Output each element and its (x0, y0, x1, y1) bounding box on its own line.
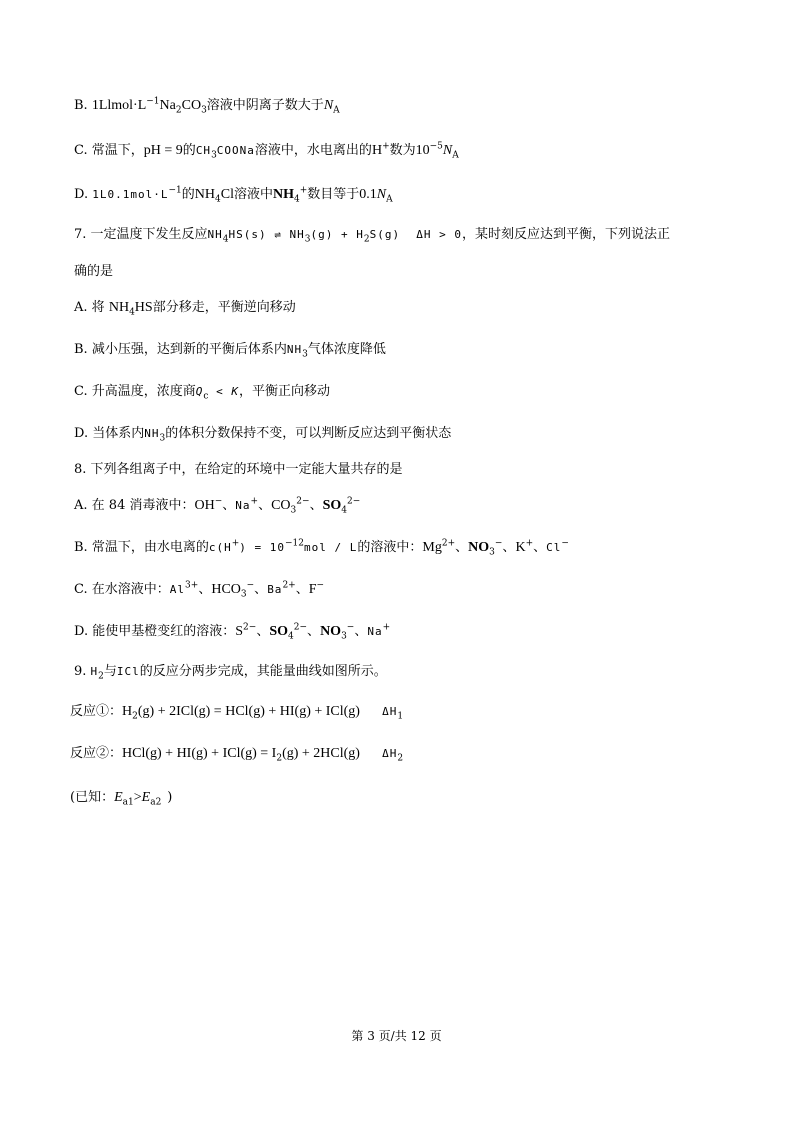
formula-text: (g) + 2HCl(g) (282, 746, 360, 761)
question-text: 9. (74, 664, 87, 679)
formula-text: Mg (422, 540, 442, 555)
q7-option-d (74, 424, 451, 444)
superscript: + (299, 185, 308, 196)
separator: 、 (198, 582, 212, 597)
formula-text: SO (269, 624, 289, 639)
superscript: + (382, 622, 391, 633)
subscript: 2 (276, 753, 283, 764)
reaction-label: 反应①： (70, 704, 123, 719)
superscript: − (214, 496, 223, 507)
formula-text: Cl (546, 541, 562, 554)
superscript: −5 (429, 141, 443, 152)
reaction-1 (70, 702, 403, 722)
formula-text: N (376, 187, 387, 202)
option-label: B. (74, 98, 88, 113)
formula-text: CO (271, 498, 291, 513)
question-text: 与 (103, 664, 117, 679)
subscript: 4 (222, 234, 229, 245)
question-text: 的反应分两步完成，其能量曲线如图所示。 (139, 664, 387, 679)
option-text: 在水溶液中： (91, 582, 170, 597)
separator: 、 (256, 624, 270, 639)
formula-text: HCO (211, 582, 241, 597)
separator: 、 (295, 582, 309, 597)
subscript: 3 (489, 547, 495, 558)
option-label: D. (74, 426, 89, 441)
option-label: B. (74, 540, 88, 555)
option-label: A. (74, 498, 88, 513)
formula-text: ΔH (382, 705, 398, 718)
formula-text: ) = 10 (239, 541, 286, 554)
q7-option-b (74, 340, 386, 360)
superscript: + (525, 538, 534, 549)
q8-option-d (74, 622, 390, 642)
subscript: 2 (397, 753, 404, 764)
option-text: 的体积分数保持不变，可以判断反应达到平衡状态 (165, 426, 452, 441)
option-text: 当体系内 (92, 426, 145, 441)
option-text: 能使甲基橙变红的溶液： (92, 624, 236, 639)
formula-text: 1L0.1mol·L (92, 188, 169, 201)
option-text: 溶液中 (233, 187, 273, 202)
subscript: 2 (363, 234, 370, 245)
q7-stem-cont (74, 262, 113, 282)
superscript: 2− (243, 622, 257, 633)
formula-text: H (122, 704, 133, 719)
superscript: −1 (168, 185, 182, 196)
formula-text: NH (272, 187, 294, 202)
formula-text: c (208, 541, 217, 554)
formula-text: mol / L (304, 541, 358, 554)
q7-stem (74, 225, 670, 245)
option-text: 常温下， (91, 143, 144, 158)
formula-text: Na (235, 499, 251, 512)
q8-option-b (74, 538, 569, 558)
subscript: c (203, 391, 209, 402)
superscript: 2− (296, 496, 310, 507)
formula-text: (H (216, 541, 232, 554)
superscript: + (250, 496, 259, 507)
question-text: 8. 下列各组离子中，在给定的环境中一定能大量共存的是 (74, 462, 403, 477)
superscript: 2+ (441, 538, 456, 549)
known-condition (70, 788, 172, 808)
formula-text: E (141, 790, 151, 805)
option-label: D. (74, 624, 89, 639)
subscript: 4 (215, 194, 221, 205)
formula-text: H (90, 665, 99, 678)
option-text: ，平衡正向移动 (238, 384, 330, 399)
formula-text: E (114, 790, 123, 805)
option-text: 气体浓度降低 (307, 342, 386, 357)
formula-text: Cl (220, 187, 234, 202)
formula-text: NH (194, 187, 215, 202)
formula-text: Na (367, 625, 383, 638)
formula-text: 0.1 (359, 187, 377, 202)
superscript: 2− (347, 496, 361, 507)
superscript: − (494, 538, 503, 549)
subscript: a2 (150, 797, 162, 808)
subscript: A (452, 150, 459, 161)
q6-option-b (74, 96, 340, 116)
option-label: D. (74, 187, 89, 202)
subscript: A (386, 194, 393, 205)
subscript: 2 (98, 671, 104, 682)
separator: 、 (309, 498, 323, 513)
formula-text: NO (468, 540, 490, 555)
formula-text: Na (159, 98, 176, 113)
superscript: + (382, 141, 390, 152)
superscript: 2− (293, 622, 308, 633)
q9-stem (74, 662, 387, 682)
subscript: 2 (132, 711, 138, 722)
formula-text: N (323, 98, 334, 113)
reaction-2 (70, 744, 403, 764)
separator: 、 (258, 498, 272, 513)
option-text: 数为 (389, 143, 416, 158)
option-text: 溶液中阴离子数大于 (206, 98, 324, 113)
subscript: 4 (341, 505, 347, 516)
formula-text: NH (144, 427, 160, 440)
formula-text: HCl(g) + HI(g) + ICl(g) = I (122, 746, 277, 761)
q8-stem (74, 460, 403, 480)
formula-text: (g) + 2ICl(g) = HCl(g) + HI(g) + ICl(g) (137, 704, 360, 719)
subscript: 3 (304, 234, 311, 245)
separator: 、 (455, 540, 469, 555)
formula-text: S (235, 624, 244, 639)
subscript: 1 (397, 711, 404, 722)
option-label: B. (74, 342, 88, 357)
superscript: 3+ (185, 580, 199, 591)
subscript: 3 (201, 105, 207, 116)
option-text: 在 84 消毒液中： (91, 498, 195, 513)
formula-text: S(g) (369, 228, 401, 241)
subscript: 3 (159, 433, 166, 444)
q7-option-c (74, 382, 330, 402)
question-text: ，某时刻反应达到平衡，下列说法正 (461, 227, 670, 242)
subscript: 3 (290, 505, 297, 516)
formula-text: Ba (267, 583, 283, 596)
formula-text: NH (207, 228, 223, 241)
subscript: 3 (211, 150, 217, 161)
option-text: 溶液中，水电离出的 (254, 143, 372, 158)
formula-text: HS(s) ⇌ NH (228, 228, 305, 241)
superscript: − (316, 580, 325, 591)
q8-option-c (74, 580, 324, 600)
subscript: 2 (175, 105, 182, 116)
formula-text: (g) + H (310, 228, 364, 241)
formula-text: H (371, 143, 383, 158)
formula-text: K (515, 540, 526, 555)
formula-text: NH (108, 300, 130, 315)
formula-text: COONa (216, 144, 255, 157)
question-text: 确的是 (74, 264, 114, 279)
option-label: C. (74, 384, 88, 399)
option-text: 数目等于 (307, 187, 360, 202)
superscript: − (561, 538, 569, 549)
separator: 、 (222, 498, 236, 513)
q7-option-a (74, 298, 296, 318)
option-label: C. (74, 582, 88, 597)
question-text: ) (167, 790, 173, 805)
option-text: 部分移走，平衡逆向移动 (152, 300, 296, 315)
option-text: 减小压强，达到新的平衡后体系内 (91, 342, 287, 357)
formula-text: HS (134, 300, 153, 315)
page-footer: 第 3 页/共 12 页 (351, 1029, 442, 1043)
formula-text: OH (194, 498, 215, 513)
subscript: 3 (302, 349, 308, 360)
option-text: 将 (91, 300, 105, 315)
reaction-label: 反应②： (70, 746, 123, 761)
formula-text: 10 (415, 143, 430, 158)
superscript: − (346, 622, 355, 633)
separator: 、 (502, 540, 516, 555)
formula-text: Q (195, 385, 204, 398)
q8-option-a (74, 496, 360, 516)
superscript: −12 (285, 538, 305, 549)
separator: 、 (533, 540, 547, 555)
formula-text: SO (322, 498, 342, 513)
option-text: 的 (182, 143, 196, 158)
formula-text: N (442, 143, 453, 158)
question-text: 7. 一定温度下发生反应 (74, 227, 208, 242)
formula-text: Al (169, 583, 186, 596)
formula-text: pH = 9 (143, 143, 183, 158)
subscript: 4 (288, 631, 294, 642)
question-text: (已知： (70, 790, 115, 805)
q6-option-d (74, 185, 393, 205)
q6-option-c (74, 141, 459, 161)
subscript: 3 (341, 631, 347, 642)
option-label: C. (74, 143, 88, 158)
subscript: a1 (122, 797, 134, 808)
formula-text: CO (181, 98, 202, 113)
formula-text: < K (208, 385, 239, 398)
superscript: 2+ (282, 580, 296, 591)
formula-text: ΔH (382, 747, 398, 760)
subscript: 3 (240, 589, 247, 600)
formula-text: NH (286, 343, 303, 356)
separator: 、 (354, 624, 368, 639)
formula-text: > (133, 790, 142, 805)
formula-text: ICl (116, 665, 140, 678)
subscript: 4 (293, 194, 300, 205)
formula-text: 1Llmol·L (91, 98, 147, 113)
option-text: 升高温度，浓度商 (91, 384, 196, 399)
option-text: 常温下，由水电离的 (91, 540, 209, 555)
option-text: 的 (181, 187, 195, 202)
superscript: + (231, 538, 240, 549)
superscript: − (246, 580, 255, 591)
subscript: 4 (129, 307, 135, 318)
superscript: −1 (146, 96, 160, 107)
formula-text: CH (195, 144, 212, 157)
option-label: A. (74, 300, 88, 315)
separator: 、 (307, 624, 321, 639)
formula-text: ΔH > 0 (416, 228, 462, 241)
formula-text: F (308, 582, 317, 597)
formula-text: NO (320, 624, 342, 639)
option-text: 的溶液中： (357, 540, 423, 555)
separator: 、 (254, 582, 268, 597)
subscript: A (333, 105, 340, 116)
